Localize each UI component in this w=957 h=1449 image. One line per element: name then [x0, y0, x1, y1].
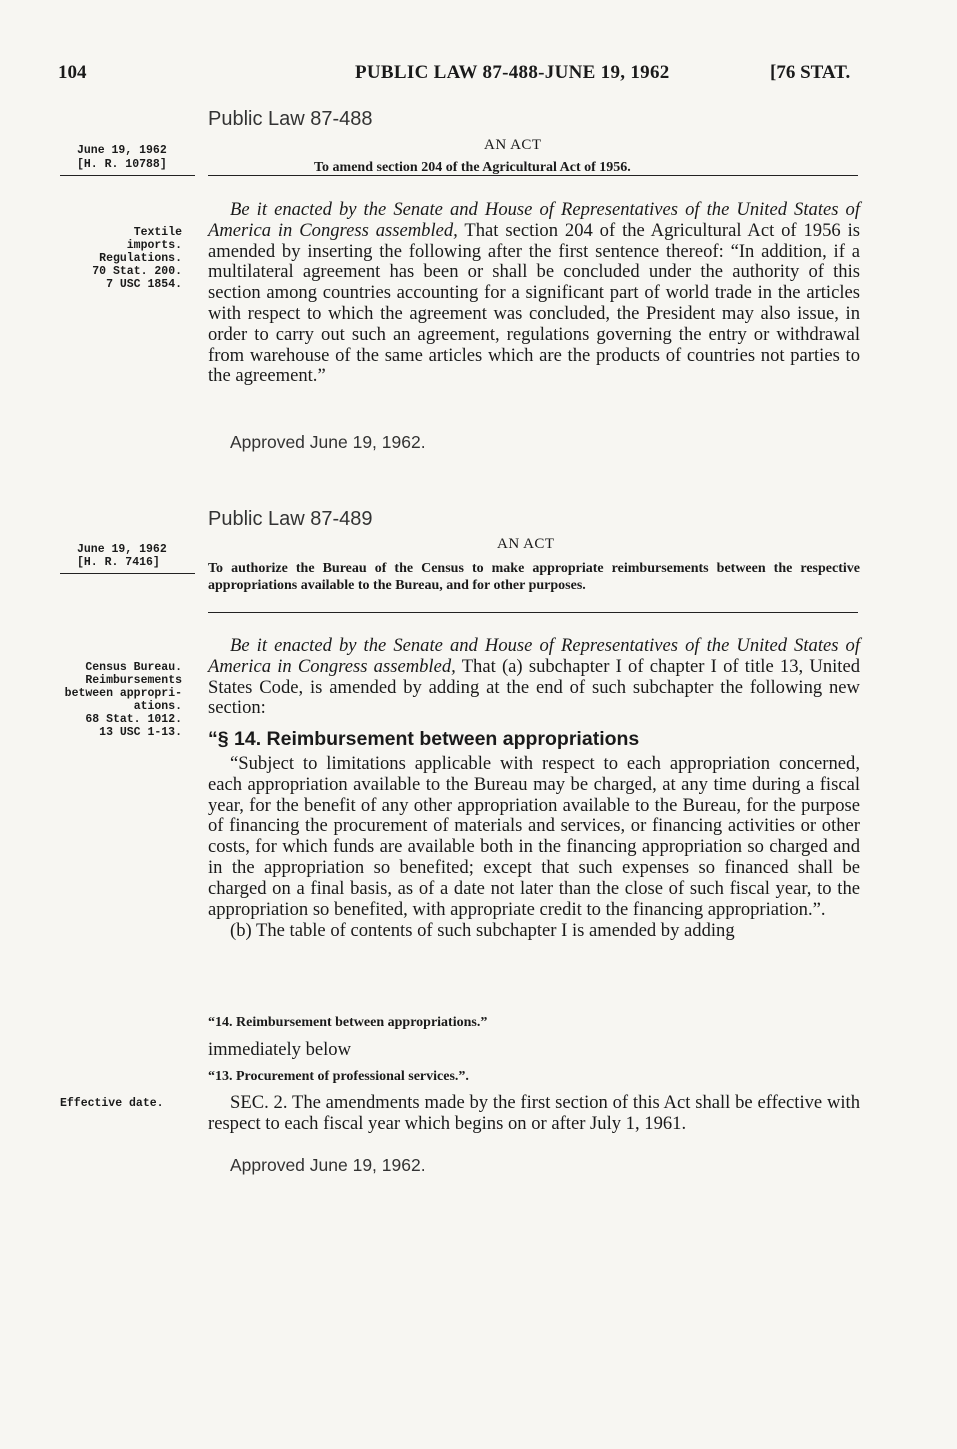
law1-margin-rule: [60, 175, 195, 176]
margin-note-line: between appropri-: [64, 687, 182, 700]
margin-note-line: 68 Stat. 1012.: [85, 713, 182, 726]
law1-approved: Approved June 19, 1962.: [230, 432, 426, 452]
margin-note-line: 7 USC 1854.: [106, 278, 182, 291]
law2-margin-effective: Effective date.: [60, 1097, 164, 1110]
law2-margin-notes: [60, 661, 182, 739]
page-header-title: PUBLIC LAW 87-488-JUNE 19, 1962: [355, 62, 670, 83]
law1-margin-bill: [H. R. 10788]: [77, 158, 167, 171]
law2-section-heading: “§ 14. Reimbursement between appropriations: [208, 728, 640, 750]
law2-purpose-text: To authorize the Bureau of the Census to make appropriate reimbursements between the respective appropriations available to the Bureau, and for other purposes.: [208, 561, 860, 593]
law2-act-label: AN ACT: [497, 536, 555, 552]
page-header-stat: [76 STAT.: [770, 62, 851, 83]
law2-section-text: “Subject to limitations applicable with respect to each appropriation concerned, each appropriation available to the Bureau may be charged, at any time during a fiscal year, for the benefit of any other appropriation available to the Bureau, for the purpose of financing the procurement of materials and services, or financing activities or other costs, for which funds are available both in the financing appropriation so charged and in the appropriation so benefited; except that such expenses so financed shall be charged on a final basis, as of a date not later than the close of such fiscal year, to the appropriation so benefited, with appropriate credit to the financing appropriation.”.: [208, 753, 860, 920]
page-number: 104: [58, 62, 87, 83]
law1-title: Public Law 87-488: [208, 108, 373, 130]
law2-body: [208, 636, 860, 719]
law1-text: That section 204 of the Agricultural Act of 1956 is amended by inserting the following after the first sentence thereof: “In addition, if a multilateral agreement has been or shall be concluded under the authority of this section among countries accounting for a significant part of world trade in the articles with respect to which the agreement was concluded, the President may also issue, in order to carry out such an agreement, regulations governing the entry or withdrawal from warehouse of the same articles which are the products of countries not parties to the agreement.”: [208, 219, 860, 387]
law1-body: [208, 200, 860, 387]
law2-text-b: (b) The table of contents of such subchapter I is amended by adding: [230, 920, 735, 942]
law2-margin-bill: [H. R. 7416]: [77, 556, 160, 569]
margin-note-line: Regulations.: [99, 252, 182, 265]
law2-sec2: [208, 1093, 860, 1135]
margin-note-line: 13 USC 1-13.: [99, 726, 182, 739]
law1-purpose-rule: [208, 175, 858, 176]
law2-title: Public Law 87-489: [208, 508, 373, 530]
law2-toc-13: “13. Procurement of professional services.”.: [208, 1069, 469, 1084]
law2-margin-date: June 19, 1962: [77, 543, 167, 556]
law1-purpose: To amend section 204 of the Agricultural Act of 1956.: [314, 160, 631, 175]
margin-note-line: ations.: [133, 700, 182, 713]
law2-margin-rule: [60, 573, 195, 574]
law1-margin-date: June 19, 1962: [77, 144, 167, 157]
law2-purpose-rule: [208, 612, 858, 613]
law2-approved: Approved June 19, 1962.: [230, 1155, 426, 1175]
law2-sec2-label: SEC. 2.: [230, 1092, 288, 1113]
law2-purpose: [208, 560, 860, 594]
law2-sec2-text: The amendments made by the first section of this Act shall be effective with respect to each fiscal year which begins on or after July 1, 1961.: [208, 1092, 861, 1134]
law1-margin-notes: [72, 226, 182, 291]
law2-immediately-below: immediately below: [208, 1039, 352, 1060]
law2-enacting-clause: Be it enacted by the Senate and House of Representatives of the United States of America in Congress assembled,: [208, 635, 860, 677]
margin-note-line: Census Bureau.: [85, 661, 182, 674]
law2-text-a: That (a) subchapter I of chapter I of title 13, United States Code, is amended by adding at the end of such subchapter the following new section:: [208, 655, 860, 719]
margin-note-line: Textile imports.: [126, 226, 182, 252]
margin-note-line: 70 Stat. 200.: [92, 265, 182, 278]
law2-toc-14: “14. Reimbursement between appropriations.”: [208, 1015, 488, 1030]
margin-note-line: Reimbursements: [85, 674, 182, 687]
law2-section-body: [208, 754, 860, 942]
law1-act-label: AN ACT: [484, 137, 542, 153]
law1-enacting-clause: Be it enacted by the Senate and House of Representatives of the United States of America in Congress assembled,: [208, 199, 860, 241]
